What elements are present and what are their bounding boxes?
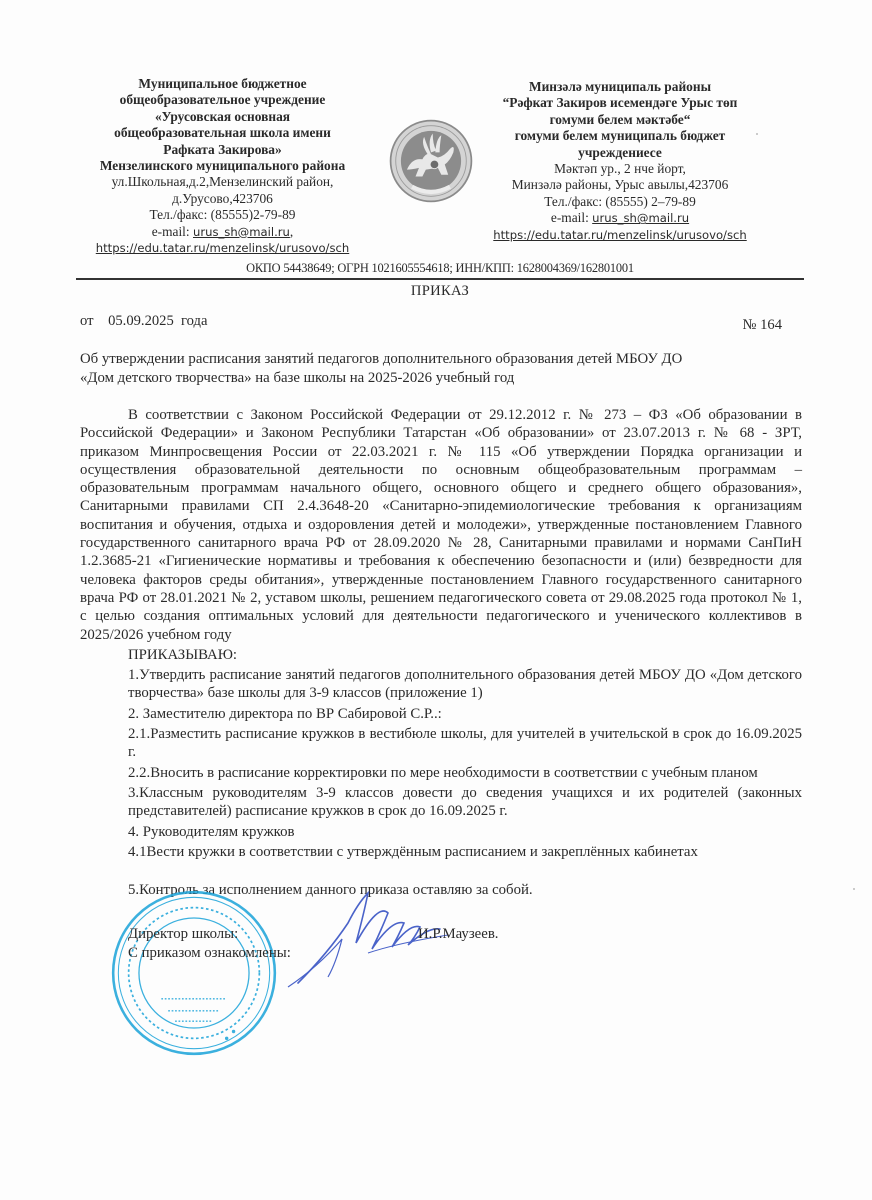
order-items (128, 646, 802, 900)
header-divider (76, 278, 804, 280)
school-stamp-icon (108, 887, 280, 1059)
registration-codes: ОКПО 54438649; ОГРН 1021605554618; ИНН/КПП: 1628004369/162801001 (246, 261, 634, 275)
letterhead (0, 0, 872, 258)
header-right-email-row (470, 210, 770, 226)
order-item: 4.1Вести кружки в соответствии с утверждённым расписанием и закреплённых кабинетах (128, 843, 698, 860)
email-suffix: , (289, 223, 294, 239)
header-left-email-row (80, 224, 365, 240)
scan-speck (853, 888, 855, 890)
website-link[interactable]: https://edu.tatar.ru/menzelinsk/urusovo/sch (493, 227, 747, 242)
document-body (0, 260, 872, 1095)
header-left-line: «Урусовская основная (154, 108, 291, 124)
order-item: 2. Заместителю директора по ВР Сабировой С.Р..: (128, 705, 442, 722)
date-number-row (80, 312, 802, 334)
order-item: 4. Руководителям кружков (128, 823, 295, 840)
signature-role: Директор школы: (128, 926, 239, 943)
subject-line: Об утверждении расписания занятий педагогов дополнительного образования детей МБОУ ДО (80, 351, 683, 367)
header-left-line: общеобразовательная школа имени (114, 125, 331, 141)
preamble (80, 406, 802, 644)
order-subject (80, 350, 802, 388)
header-left-line: общеобразовательное учреждение (119, 92, 326, 108)
header-right-address: Минзәлә районы, Урыс авылы,423706 (511, 177, 729, 193)
email-label: e-mail: (151, 223, 193, 239)
header-left-russian (80, 76, 365, 256)
header-right-tatar (470, 79, 770, 243)
signature-line (128, 925, 802, 944)
header-right-line: гомуми белем мәктәбе“ (549, 111, 691, 127)
email-label: e-mail: (550, 210, 593, 226)
order-item: 3.Классным руководителям 3-9 классов довести до сведения учащихся и их родителей (законных представителей) расписание кружков в срок до 16.09.2025 г. (128, 784, 802, 820)
date-prefix: от (80, 313, 94, 329)
preamble-text: В соответствии с Законом Российской Федерации от 29.12.2012 г. № 273 – ФЗ «Об образовании в Российской Федерации» и Законом Республики Татарстан «Об образовании» от 23.07.2013 г. № 68 - ЗРТ, приказом Минпросвещения России от 22.03.2021 г. № 115 «Об утверждении Порядка организации и осуществления образовательной деятельности по основным общеобразовательным программам – образовательным программам начального общего, основного общего и среднего общего образования», Санитарными правилами СП 2.4.3648-20 «Санитарно-эпидемиологические требования к организациям воспитания и обучения, отдыха и оздоровления детей и молодежи», утвержденные постановлением Главного государственного санитарного врача РФ от 28.09.2020 № 28, Санитарными правилами и нормами СанПиН 1.2.3685-21 «Гигиенические нормативы и требования к обеспечению безопасности и (или) безвредности для человека факторов среды обитания», утвержденные постановлением Главного государственного санитарного врача РФ от 28.01.2021 № 2, уставом школы, решением педагогического совета от 29.08.2025 года протокол № 1, с целью создания оптимальных условий для деятельности педагогического и ученического коллективов в 2025/2026 учебном году (80, 407, 802, 643)
order-word: ПРИКАЗЫВАЮ: (128, 646, 238, 663)
order-number: № 164 (742, 317, 782, 333)
email-link[interactable]: urus_sh@mail.ru (592, 211, 690, 226)
signature-block (128, 925, 802, 1055)
header-left-line: Рафката Закирова» (163, 141, 282, 157)
header-right-phone: Тел./факс: (85555) 2–79-89 (544, 193, 696, 209)
document-title: ПРИКАЗ (410, 283, 470, 299)
order-item: 2.2.Вносить в расписание корректировки по мере необходимости в соответствии с учебным планом (128, 764, 758, 781)
header-left-line: Мензелинского муниципального района (99, 158, 346, 174)
header-left-address: д.Урусово,423706 (172, 190, 273, 206)
order-item: 1.Утвердить расписание занятий педагогов дополнительного образования детей МБОУ ДО «Дом детского творчества» базе школы для 3-9 классов (приложение 1) (128, 667, 802, 702)
order-date (80, 312, 207, 330)
header-right-line: “Рәфкат Закиров исемендәге Урыс төп (502, 95, 738, 111)
tatarstan-coat-of-arms-icon (388, 118, 474, 204)
order-item: 2.1.Разместить расписание кружков в вестибюле школы, для учителей в учительской в срок до 16.09.2025 г. (128, 726, 802, 761)
signatory-name: И.Р.Маузеев. (418, 926, 499, 943)
header-right-address: Мәктәп ур., 2 нче йорт, (554, 161, 686, 177)
acknowledgement-label: С приказом ознакомлены: (128, 945, 291, 962)
header-right-line: гомуми белем муниципаль бюджет (514, 128, 726, 144)
header-right-line: Минзәлә муниципаль районы (528, 79, 712, 94)
email-link[interactable]: urus_sh@mail.ru (192, 224, 290, 239)
scan-speck (756, 133, 758, 135)
header-left-address: ул.Школьная,д.2,Мензелинский район, (111, 174, 334, 190)
header-left-phone: Тел./факс: (85555)2-79-89 (149, 207, 296, 223)
website-link[interactable]: https://edu.tatar.ru/menzelinsk/urusovo/sch (95, 241, 350, 256)
subject-line: «Дом детского творчества» на базе школы на 2025-2026 учебный год (80, 370, 515, 386)
date-suffix: года (181, 313, 208, 329)
control-item: 5.Контроль за исполнением данного приказа оставляю за собой. (128, 882, 533, 899)
header-left-line: Муниципальное бюджетное (138, 76, 307, 91)
header-right-line: учреждениесе (578, 144, 662, 160)
date-value: 05.09.2025 (108, 313, 174, 329)
